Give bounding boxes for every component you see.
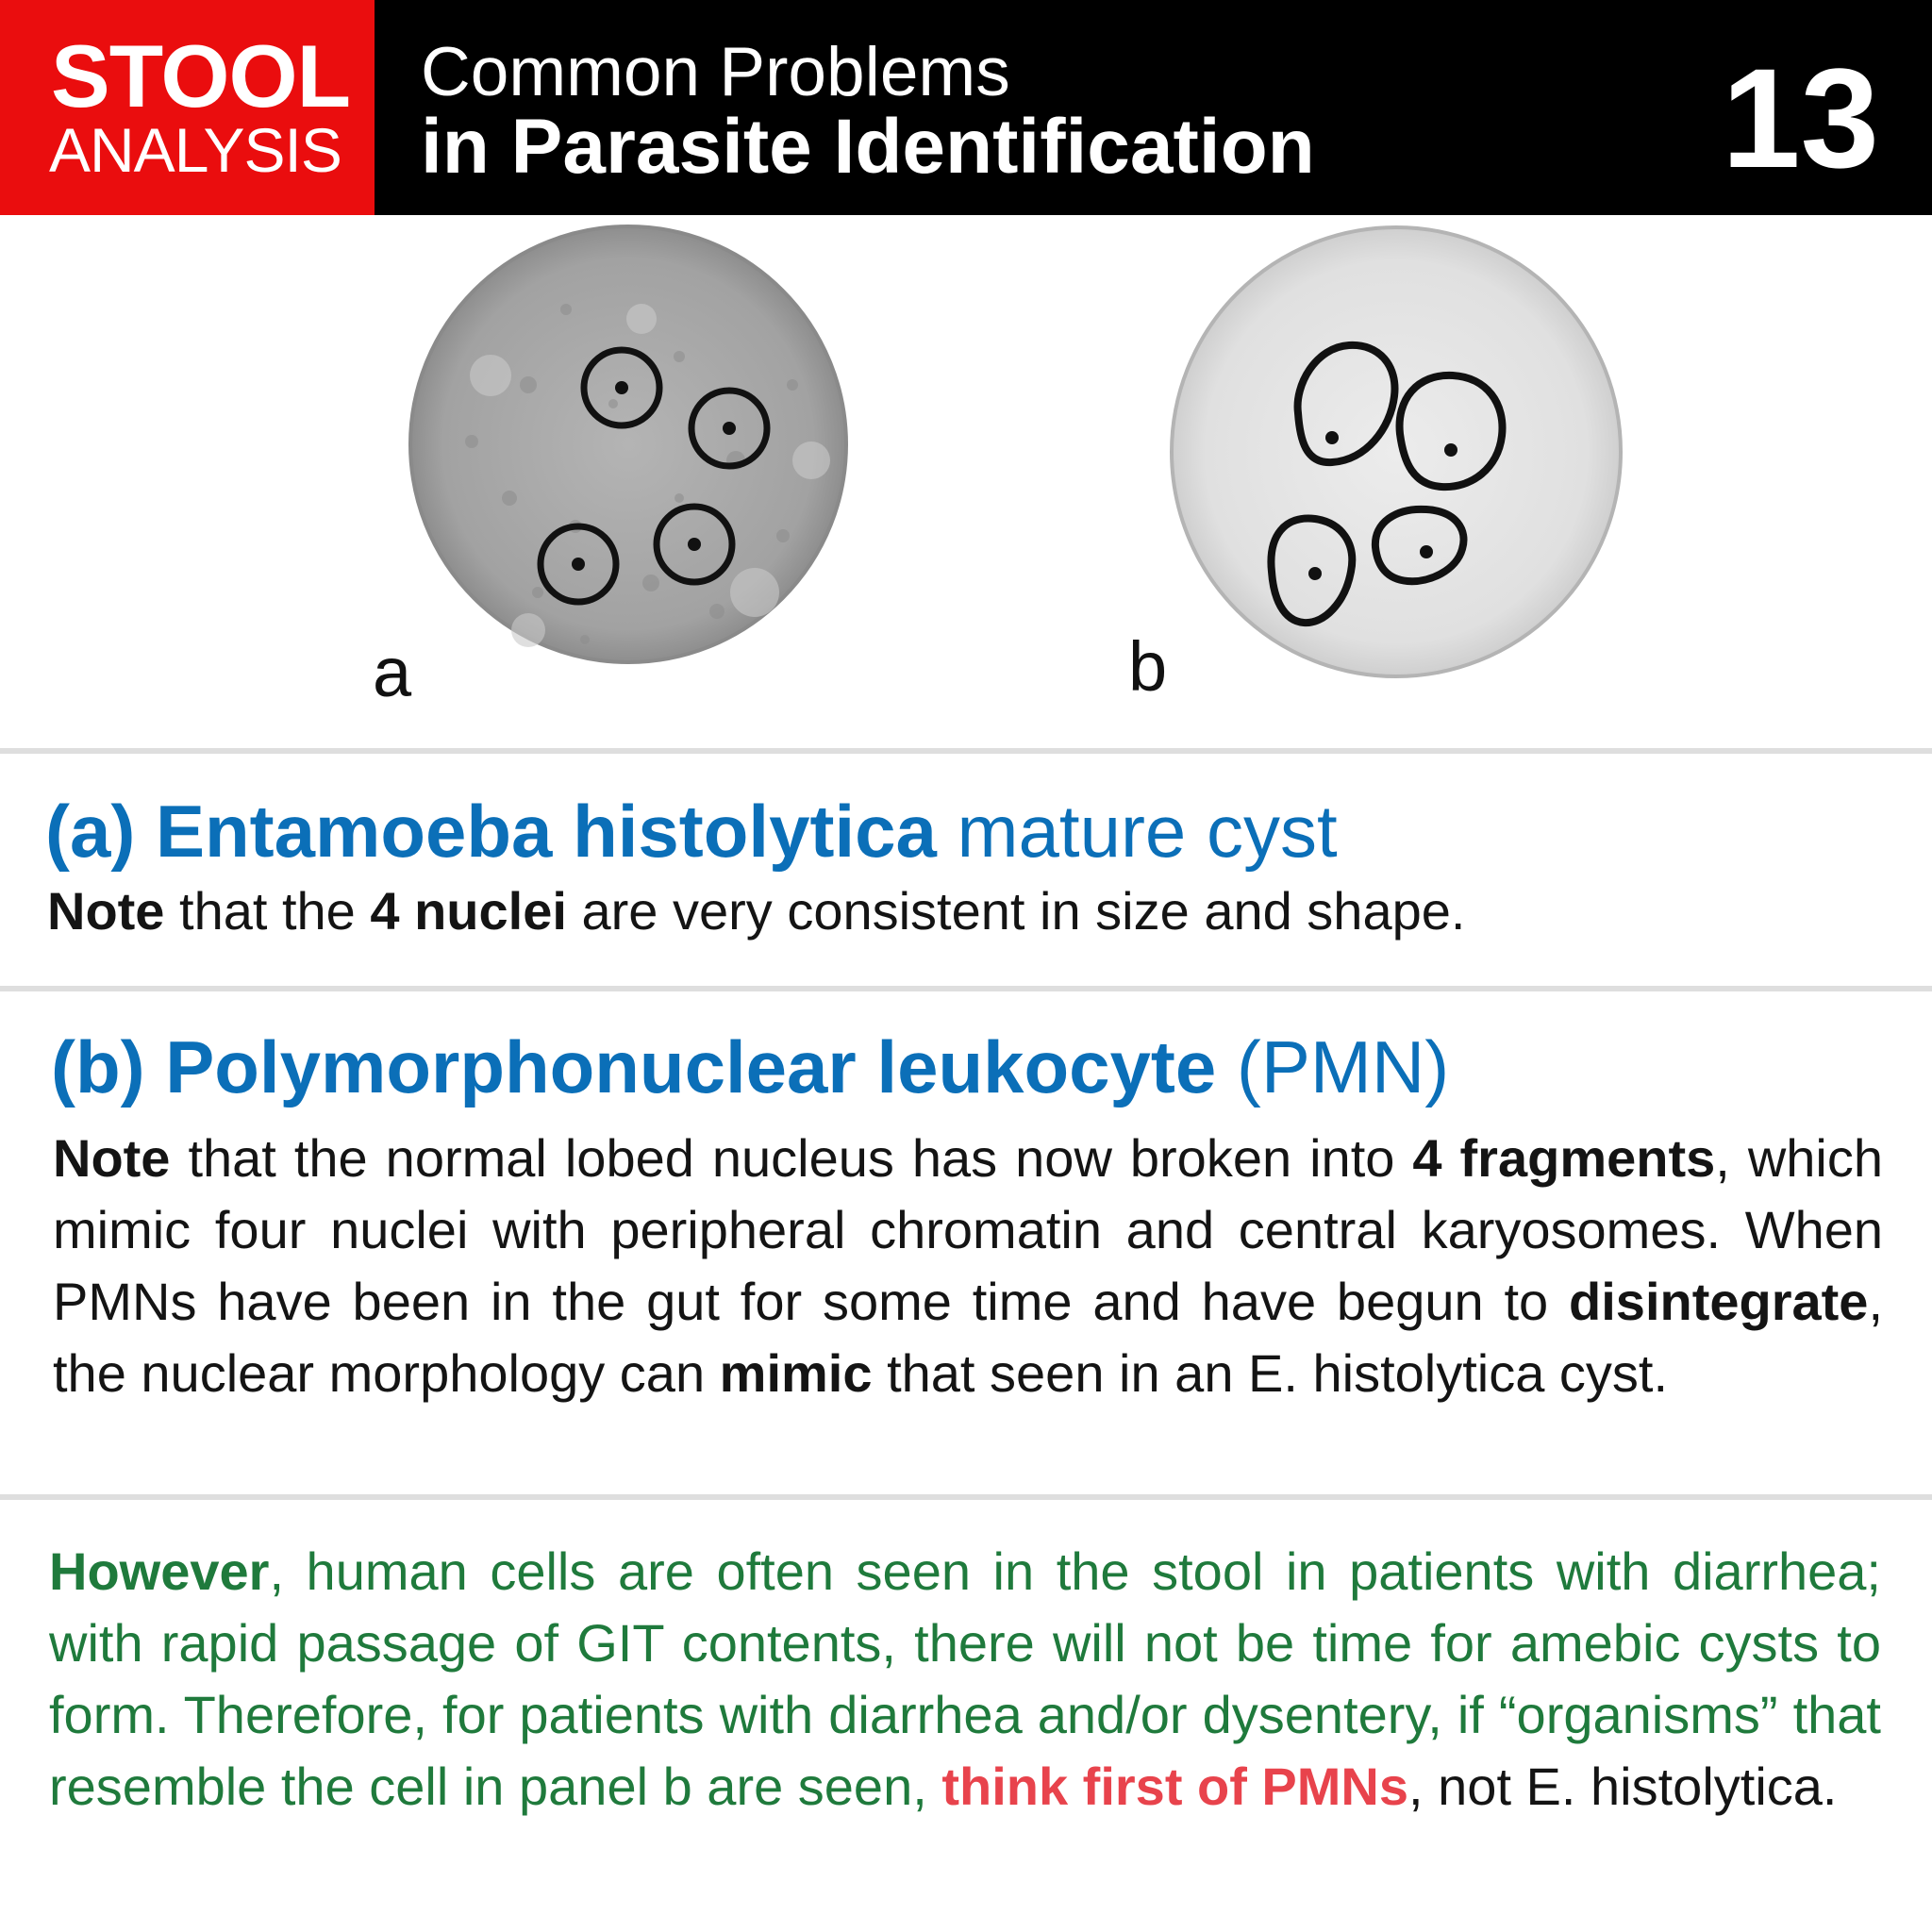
section-b-text-3: , the nuclear morphology can (53, 1272, 1883, 1403)
section-a-text-2: are very consistent in size and shape. (566, 881, 1466, 941)
section-b-bold-2: disintegrate (1569, 1272, 1869, 1331)
section-a-note (47, 875, 1465, 947)
section-b-note-label: Note (53, 1128, 171, 1188)
section-c-red-text: think first of PMNs (941, 1757, 1409, 1816)
section-b-note (53, 1123, 1883, 1409)
section-b-bold-3: mimic (719, 1343, 873, 1403)
figure-label-a: a (373, 633, 412, 711)
section-b-bold-1: 4 fragments (1412, 1128, 1716, 1188)
section-a-heading-prefix: (a) Entamoeba histolytica (45, 790, 937, 873)
section-b-heading-suffix: (PMN) (1216, 1025, 1450, 1108)
header-title-line2: in Parasite Identification (421, 104, 1315, 190)
divider-1 (0, 748, 1932, 754)
section-c-text-2: , not E. histolytica. (1408, 1757, 1838, 1816)
category-tag-line2: ANALYSIS (49, 115, 341, 185)
cell-illustrations (0, 215, 1932, 749)
section-b-heading (51, 1025, 1450, 1108)
figure-label-b: b (1128, 627, 1168, 706)
divider-2 (0, 986, 1932, 991)
figure-panel (0, 215, 1932, 749)
section-c-note (49, 1536, 1881, 1823)
section-b-text-4: that seen in an E. histolytica cyst. (872, 1343, 1669, 1403)
header-bar (0, 0, 1932, 215)
section-a-heading-suffix: mature cyst (936, 790, 1338, 873)
section-c-bold-lead: However (49, 1541, 270, 1601)
page-number: 13 (1722, 39, 1879, 197)
section-b-text-1: that the normal lobed nucleus has now broken into (170, 1128, 1413, 1188)
section-a-bold-1: 4 nuclei (370, 881, 567, 941)
header-title-line1: Common Problems (421, 34, 1010, 110)
section-b-text-2: , which mimic four nuclei with peripheral chromatin and central karyosomes. When PMNs have been in the gut for some time and have begun to (53, 1128, 1883, 1331)
section-a-heading (45, 790, 1338, 873)
category-tag-line1: STOOL (51, 26, 351, 125)
category-tag (0, 0, 375, 215)
divider-3 (0, 1494, 1932, 1500)
section-a-text-1: that the (164, 881, 371, 941)
section-a-note-label: Note (47, 881, 165, 941)
section-c-text-1: , human cells are often seen in the stool in patients with diarrhea; with rapid passage of GIT contents, there will not be time for amebic cysts to form. Therefore, for patients with diarrhea and/or dysentery, if “organisms” that resemble the cell in panel b are seen, (49, 1541, 1881, 1816)
cell-b-pmn (1172, 227, 1621, 676)
section-b-heading-prefix: (b) Polymorphonuclear leukocyte (51, 1025, 1217, 1108)
cell-a-cyst (410, 226, 846, 662)
